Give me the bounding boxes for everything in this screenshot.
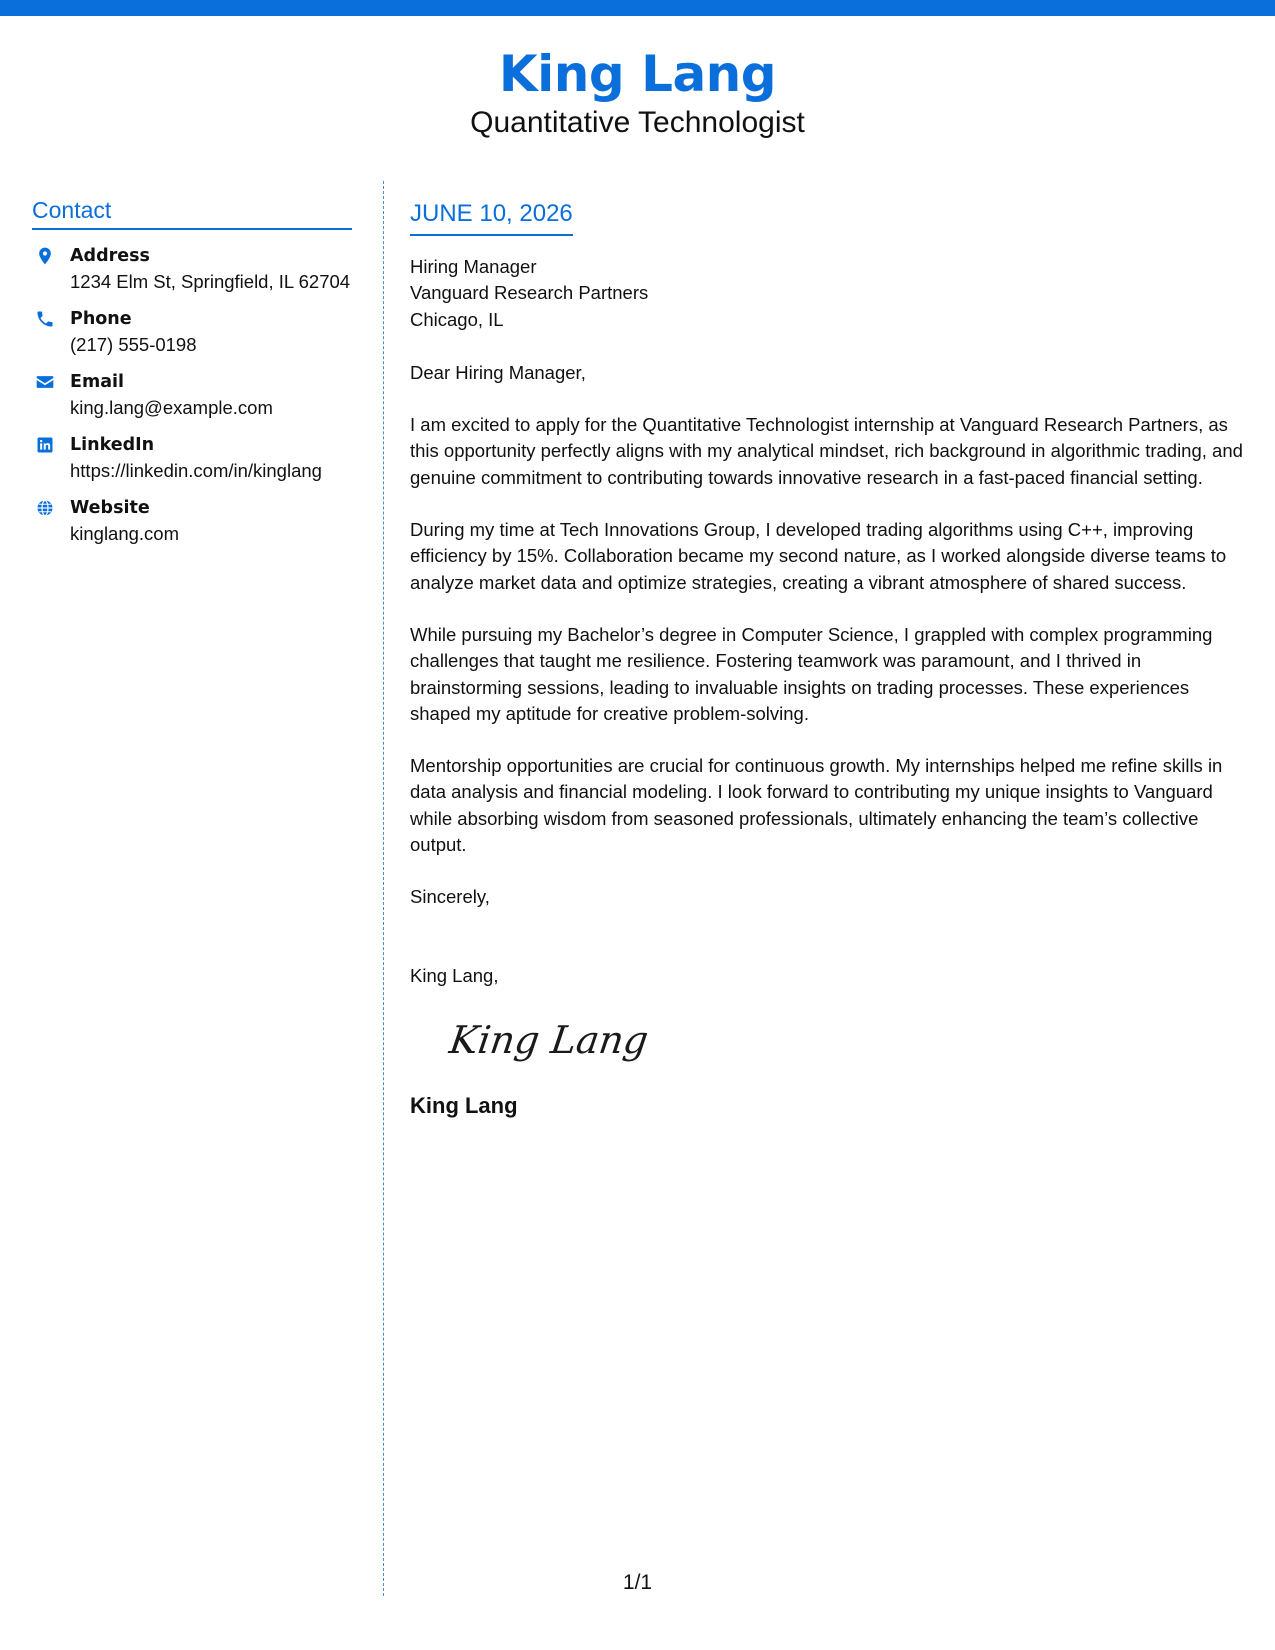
recipient-line: Hiring Manager <box>410 256 537 277</box>
contact-label: Email <box>70 372 124 392</box>
contact-label: LinkedIn <box>70 435 155 455</box>
map-pin-icon <box>35 246 55 266</box>
letter-paragraph: I am excited to apply for the Quantitative Technologist internship at Vanguard Research Partners, as this opportunity perfectly aligns with my analytical mindset, rich background in algorithmic trading, and genuine commitment to contributing towards innovative research in a fast-paced financial setting. <box>410 414 1243 488</box>
globe-icon <box>35 498 55 518</box>
linkedin-icon <box>35 435 55 455</box>
contact-list <box>32 244 352 559</box>
contact-label: Address <box>70 246 150 266</box>
letter-body <box>410 198 1250 1120</box>
signoff-name: King Lang, <box>410 964 499 986</box>
contact-value: 1234 Elm St, Springfield, IL 62704 <box>70 271 351 292</box>
recipient-block <box>410 254 1250 333</box>
letter-date: JUNE 10, 2026 <box>410 198 573 236</box>
column-divider <box>383 181 384 1596</box>
letter-paragraph: During my time at Tech Innovations Group, I developed trading algorithms using C++, improving efficiency by 15%. Collaboration became my second nature, as I worked alongside diverse teams to analyze market data and optimize strategies, creating a vibrant atmosphere of shared success. <box>410 519 1227 593</box>
contact-item-website <box>32 496 352 559</box>
recipient-line: Vanguard Research Partners <box>410 282 649 304</box>
contact-heading: Contact <box>32 196 352 230</box>
contact-item-linkedin <box>32 433 352 496</box>
contact-value: kinglang.com <box>70 523 180 544</box>
letter-paragraph: While pursuing my Bachelor’s degree in Computer Science, I grappled with complex programming challenges that taught me resilience. Fostering teamwork was paramount, and I thrived in brainstorming sessions, leading to invaluable insights on trading processes. These experiences shaped my aptitude for creative problem-solving. <box>410 623 1213 724</box>
contact-value: (217) 555-0198 <box>70 334 197 355</box>
top-accent-bar <box>0 0 1275 16</box>
handwritten-signature <box>446 1011 651 1071</box>
signer-name: King Lang <box>410 1093 518 1119</box>
contact-item-email <box>32 370 352 433</box>
header <box>0 44 1275 142</box>
contact-item-phone <box>32 307 352 370</box>
svg-text:King Lang: King Lang <box>446 1019 651 1063</box>
salutation: Dear Hiring Manager, <box>410 361 586 383</box>
job-title: Quantitative Technologist <box>470 106 805 139</box>
contact-label: Website <box>70 498 150 518</box>
recipient-line: Chicago, IL <box>410 308 504 330</box>
contact-value: king.lang@example.com <box>70 397 273 418</box>
sidebar-contact <box>32 196 352 559</box>
phone-icon <box>35 309 55 329</box>
contact-label: Phone <box>70 309 132 329</box>
candidate-name: King Lang <box>498 45 777 103</box>
closing: Sincerely, <box>410 886 490 908</box>
page-number: 1/1 <box>622 1571 653 1594</box>
contact-item-address <box>32 244 352 307</box>
letter-paragraph: Mentorship opportunities are crucial for continuous growth. My internships helped me refine skills in data analysis and financial modeling. I look forward to contributing my unique insights to Vanguard while absorbing wisdom from seasoned professionals, ultimately enhancing the team’s collective output. <box>410 755 1223 856</box>
contact-value: https://linkedin.com/in/kinglang <box>70 460 322 481</box>
envelope-icon <box>35 372 55 392</box>
